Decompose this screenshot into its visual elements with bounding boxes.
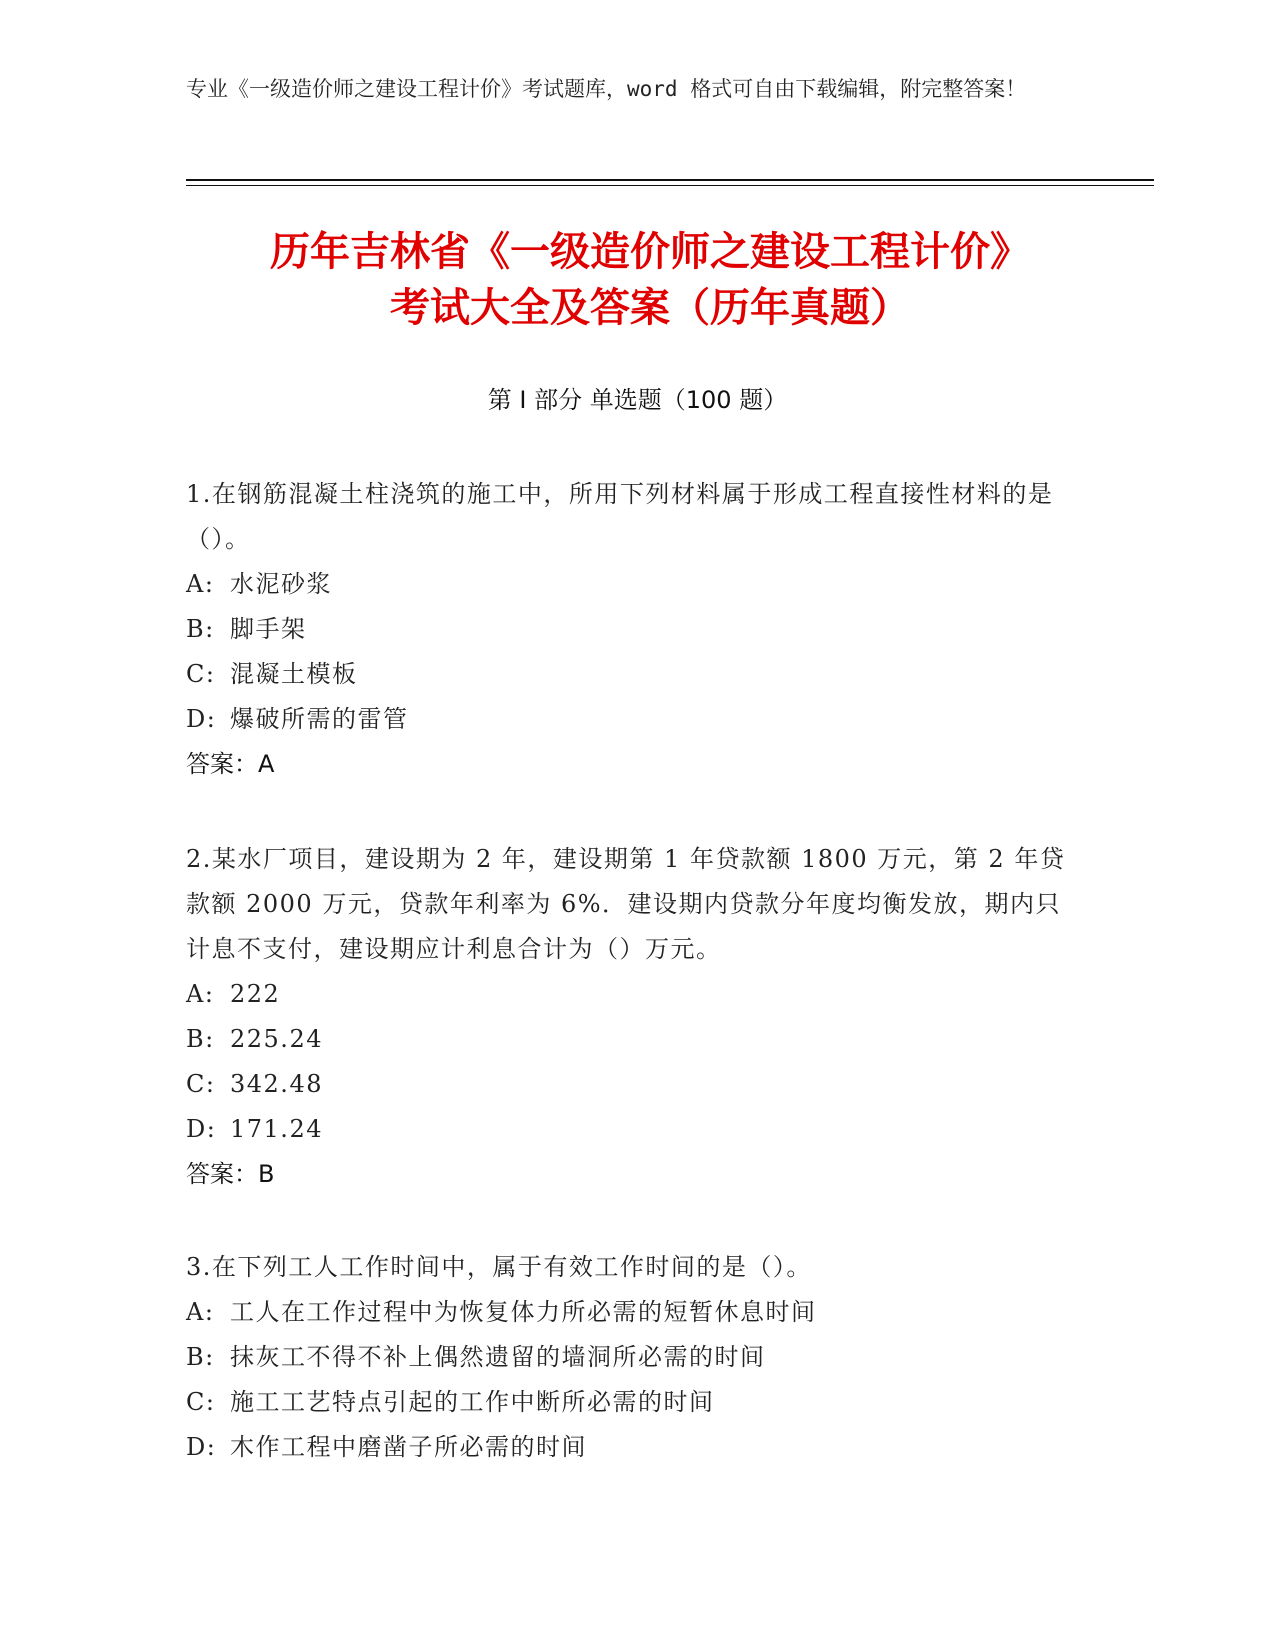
option-key: C: xyxy=(186,1070,216,1098)
option-b xyxy=(186,607,1066,652)
answer-line: 答案：A xyxy=(186,750,275,778)
option-key: A: xyxy=(186,1298,215,1326)
option-text: 171.24 xyxy=(230,1115,323,1143)
option-d xyxy=(186,1107,1066,1152)
option-text: 脚手架 xyxy=(230,615,307,643)
option-a xyxy=(186,972,1066,1017)
option-key: B: xyxy=(186,1343,215,1371)
question-2 xyxy=(186,837,1066,1197)
option-text: 水泥砂浆 xyxy=(230,570,332,598)
option-d xyxy=(186,697,1066,742)
option-c xyxy=(186,1062,1066,1107)
title-line-1: 历年吉林省《一级造价师之建设工程计价》 xyxy=(270,229,1030,275)
option-key: B: xyxy=(186,1025,215,1053)
question-3 xyxy=(186,1245,1066,1470)
header-divider-thick xyxy=(186,179,1154,181)
option-a xyxy=(186,1290,1066,1335)
question-text: 3.在下列工人工作时间中，属于有效工作时间的是（）。 xyxy=(186,1253,812,1281)
option-text: 混凝土模板 xyxy=(230,660,358,688)
option-text: 施工工艺特点引起的工作中断所必需的时间 xyxy=(230,1388,715,1416)
option-b xyxy=(186,1017,1066,1062)
option-key: C: xyxy=(186,1388,216,1416)
option-text: 342.48 xyxy=(230,1070,323,1098)
option-d xyxy=(186,1425,1066,1470)
option-b xyxy=(186,1335,1066,1380)
option-text: 抹灰工不得不补上偶然遗留的墙洞所必需的时间 xyxy=(230,1343,766,1371)
option-c xyxy=(186,1380,1066,1425)
option-key: D: xyxy=(186,705,217,733)
option-text: 爆破所需的雷管 xyxy=(230,705,409,733)
header-note: 专业《一级造价师之建设工程计价》考试题库，word 格式可自由下载编辑，附完整答案！ xyxy=(186,77,1027,101)
header-divider-thin xyxy=(186,185,1154,186)
option-text: 木作工程中磨凿子所必需的时间 xyxy=(230,1433,587,1461)
document-title xyxy=(150,224,1150,336)
option-a xyxy=(186,562,1066,607)
section-title: 第 I 部分 单选题（100 题） xyxy=(487,386,788,414)
option-key: A: xyxy=(186,570,215,598)
option-key: D: xyxy=(186,1433,217,1461)
option-key: C: xyxy=(186,660,216,688)
option-c xyxy=(186,652,1066,697)
question-text: 1.在钢筋混凝土柱浇筑的施工中，所用下列材料属于形成工程直接性材料的是（）。 xyxy=(186,480,1054,553)
question-1 xyxy=(186,472,1066,787)
option-text: 225.24 xyxy=(230,1025,323,1053)
option-text: 222 xyxy=(230,980,281,1008)
answer-line: 答案：B xyxy=(186,1160,275,1188)
question-text: 2.某水厂项目，建设期为 2 年，建设期第 1 年贷款额 1800 万元，第 2 年贷款额 2000 万元，贷款年利率为 6%．建设期内贷款分年度均衡发放，期内只计息不支付，建设期应计利息合计为（）万元。 xyxy=(186,845,1066,963)
option-key: A: xyxy=(186,980,215,1008)
title-line-2: 考试大全及答案（历年真题） xyxy=(390,285,910,331)
option-key: D: xyxy=(186,1115,217,1143)
option-key: B: xyxy=(186,615,215,643)
option-text: 工人在工作过程中为恢复体力所必需的短暂休息时间 xyxy=(230,1298,817,1326)
